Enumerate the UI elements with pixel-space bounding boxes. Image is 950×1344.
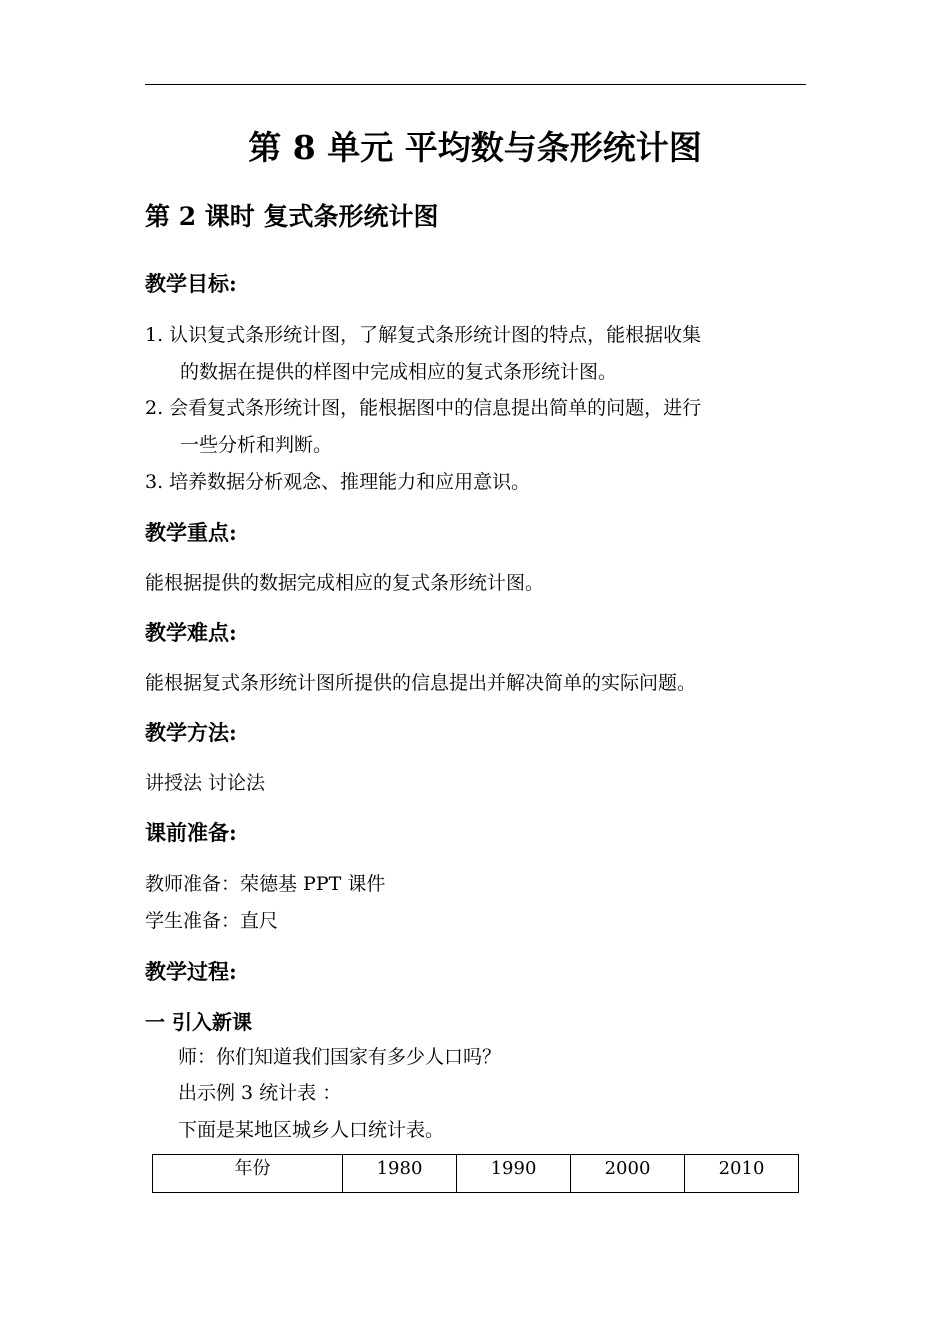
goal-3: 3. 培养数据分析观念、推理能力和应用意识。 — [145, 471, 531, 493]
student-preparation: 学生准备：直尺 — [145, 910, 279, 932]
difficulties-heading: 教学难点: — [145, 620, 237, 645]
table-row — [153, 1155, 799, 1193]
difficulties-text: 能根据复式条形统计图所提供的信息提出并解决简单的实际问题。 — [145, 672, 697, 694]
key-points-heading: 教学重点: — [145, 520, 237, 545]
table-caption: 下面是某地区城乡人口统计表。 — [178, 1119, 445, 1141]
unit-title: 第 8 单元 平均数与条形统计图 — [248, 128, 702, 167]
table-header-label-cell — [153, 1155, 343, 1193]
preparation-heading: 课前准备: — [145, 820, 237, 845]
methods-heading: 教学方法: — [145, 720, 237, 745]
lesson-title: 第 2 课时 复式条形统计图 — [145, 202, 439, 231]
goal-1-line-1: 1. 认识复式条形统计图，了解复式条形统计图的特点，能根据收集 — [145, 324, 702, 346]
population-table — [152, 1154, 799, 1193]
teacher-question: 师：你们知道我们国家有多少人口吗？ — [178, 1046, 502, 1068]
header-rule — [145, 84, 806, 85]
goal-2-line-2: 一些分析和判断。 — [180, 434, 333, 456]
methods-text: 讲授法 讨论法 — [145, 772, 266, 794]
part-1-title: 一 引入新课 — [145, 1010, 252, 1034]
table-header-label: 年份 — [234, 1158, 271, 1179]
goals-heading: 教学目标: — [145, 271, 237, 296]
example-intro: 出示例 3 统计表 ： — [178, 1082, 342, 1104]
goal-1-line-2: 的数据在提供的样图中完成相应的复式条形统计图。 — [180, 361, 618, 383]
table-year-cell: 1990 — [457, 1155, 571, 1193]
table-year-cell: 1980 — [343, 1155, 457, 1193]
key-points-text: 能根据提供的数据完成相应的复式条形统计图。 — [145, 572, 545, 594]
goal-2-line-1: 2. 会看复式条形统计图，能根据图中的信息提出简单的问题，进行 — [145, 397, 702, 419]
process-heading: 教学过程: — [145, 959, 237, 984]
table-year-cell: 2000 — [571, 1155, 685, 1193]
teacher-preparation: 教师准备：荣德基 PPT 课件 — [145, 873, 386, 895]
table-year-cell: 2010 — [685, 1155, 799, 1193]
